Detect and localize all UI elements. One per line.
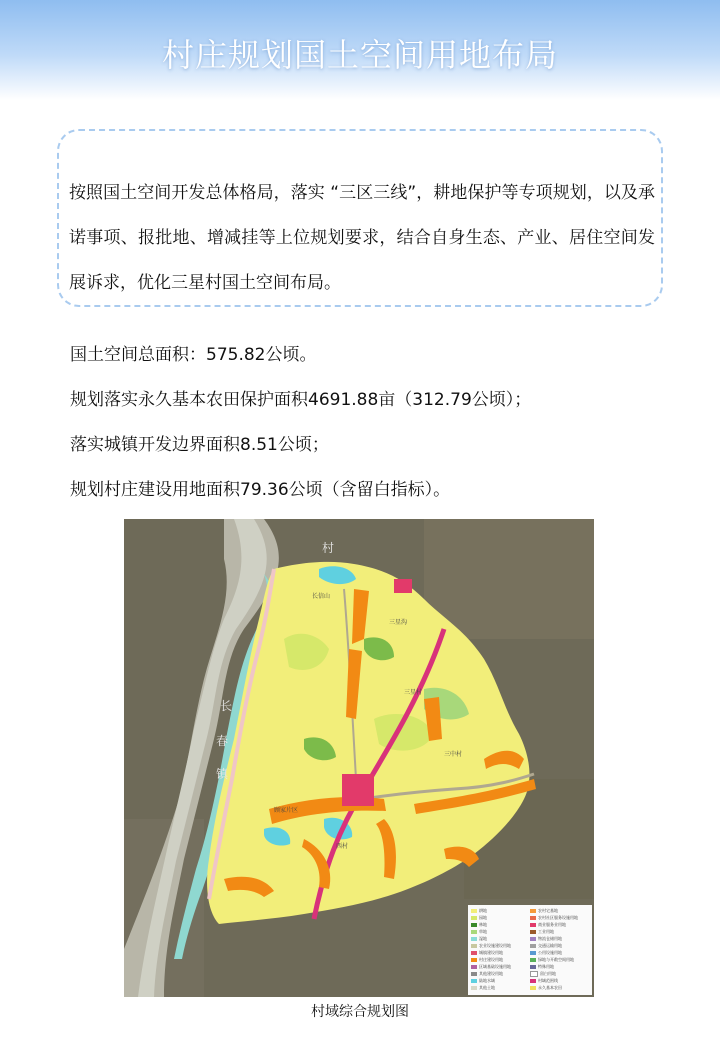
legend-item: 城镇建设用地	[471, 950, 503, 955]
legend-swatch	[530, 986, 536, 990]
legend-swatch	[471, 979, 477, 983]
stat-village-construction: 规划村庄建设用地面积79.36公顷（含留白指标）。	[70, 480, 451, 500]
legend-item: 区域基础设施用地	[471, 964, 511, 969]
legend-swatch	[530, 965, 536, 969]
legend-swatch	[471, 909, 477, 913]
legend-swatch	[530, 979, 536, 983]
legend-item: 农村社区服务设施用地	[530, 915, 578, 920]
legend-item: 农村宅基地	[530, 908, 558, 913]
legend-item: 物流仓储用地	[530, 936, 562, 941]
legend-item: 农业设施建设用地	[471, 943, 511, 948]
legend-swatch	[530, 930, 536, 934]
legend-item: 湿地	[471, 936, 487, 941]
legend-swatch	[471, 916, 477, 920]
legend-item: 公用设施用地	[530, 950, 562, 955]
legend-swatch	[471, 930, 477, 934]
legend-item: 绿地与开敞空间用地	[530, 957, 574, 962]
page-title: 村庄规划国土空间用地布局	[161, 36, 558, 74]
legend-swatch	[530, 958, 536, 962]
legend-item: 其他建设用地	[471, 971, 503, 976]
legend-item: 永久基本农田	[530, 985, 562, 990]
legend-item: 留白用地	[530, 971, 556, 977]
map-label-cun: 村	[322, 541, 335, 555]
legend-swatch	[530, 916, 536, 920]
map-label-place2: 三星沟	[389, 619, 408, 626]
legend-item: 其他土地	[471, 985, 495, 990]
map-label-zhen: 镇	[216, 767, 229, 781]
legend-item: 林地	[471, 922, 487, 927]
stat-farmland-area: 规划落实永久基本农田保护面积4691.88亩（312.79公顷）；	[70, 390, 532, 410]
legend-swatch	[471, 937, 477, 941]
legend-item: 村域范围线	[530, 978, 558, 983]
legend-item: 工业用地	[530, 929, 554, 934]
legend-swatch	[471, 958, 477, 962]
map-label-chang: 长	[220, 699, 233, 713]
legend-swatch	[471, 923, 477, 927]
legend-item: 村庄建设用地	[471, 957, 503, 962]
legend-swatch	[471, 986, 477, 990]
stat-urban-boundary: 落实城镇开发边界面积8.51公顷；	[70, 435, 329, 455]
legend-item: 耕地	[471, 908, 487, 913]
public-facility	[394, 579, 412, 593]
legend-swatch	[530, 909, 536, 913]
stat-total-area: 国土空间总面积：575.82公顷。	[70, 345, 317, 365]
map-caption: 村域综合规划图	[311, 1004, 409, 1020]
legend-item: 商业服务业用地	[530, 922, 566, 927]
legend-swatch	[530, 923, 536, 927]
stats-list	[70, 340, 670, 520]
legend-item: 陆地水域	[471, 978, 495, 983]
satellite-patch	[424, 519, 594, 639]
legend-item: 特殊用地	[530, 964, 554, 969]
legend-swatch	[530, 951, 536, 955]
legend-swatch	[471, 972, 477, 976]
legend-swatch	[530, 944, 536, 948]
map-label-place4: 顾家片区	[274, 807, 299, 814]
legend-item: 交通运输用地	[530, 943, 562, 948]
map-label-place5: 西村	[336, 843, 349, 850]
map-label-chun: 春	[216, 734, 229, 748]
legend-item: 园地	[471, 915, 487, 920]
map-label-place6: 三中村	[444, 751, 463, 758]
map-legend	[468, 905, 592, 995]
legend-swatch	[471, 951, 477, 955]
legend-swatch	[471, 944, 477, 948]
intro-callout	[57, 129, 663, 307]
town-center	[342, 774, 374, 806]
legend-swatch	[471, 965, 477, 969]
page-header	[0, 0, 720, 100]
legend-item: 草地	[471, 929, 487, 934]
village-plan-map	[124, 519, 594, 997]
intro-text: 按照国土空间开发总体格局，落实 “三区三线”，耕地保护等专项规划，以及承诺事项、报批地、增减挂等上位规划要求，结合自身生态、产业、居住空间发展诉求，优化三星村国土空间布局。	[69, 183, 655, 293]
legend-swatch	[530, 937, 536, 941]
legend-swatch	[530, 971, 538, 977]
map-label-place1: 长信山	[312, 593, 331, 600]
map-label-place3: 三星村	[404, 689, 423, 696]
